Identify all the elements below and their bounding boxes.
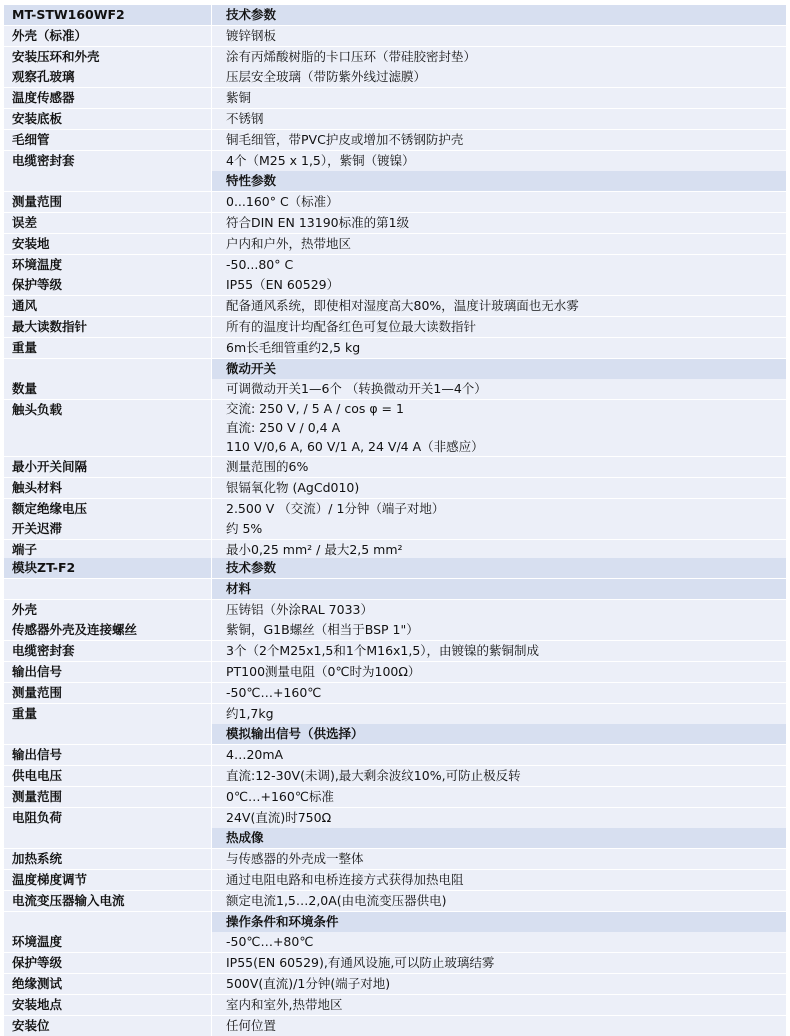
- table-row: [4, 932, 786, 952]
- row-value: 0℃…+160℃标准: [212, 787, 786, 807]
- row-value: 测量范围的6%: [212, 457, 786, 477]
- table-row: [4, 641, 786, 661]
- row-label: [4, 579, 211, 599]
- row-label: [4, 912, 211, 932]
- row-label: 观察孔玻璃: [4, 67, 211, 87]
- table-row: [4, 974, 786, 994]
- row-value: 额定电流1,5…2,0A(由电流变压器供电): [212, 891, 786, 911]
- row-label: 安装地点: [4, 995, 211, 1015]
- spec-table-module-zt-f2: [4, 558, 786, 1036]
- row-value: 直流:12-30V(未调),最大剩余波纹10%,可防止极反转: [212, 766, 786, 786]
- row-label: 供电电压: [4, 766, 211, 786]
- table-row: [4, 151, 786, 171]
- row-label: 电阻负荷: [4, 808, 211, 828]
- row-label: 输出信号: [4, 745, 211, 765]
- table-row: [4, 499, 786, 519]
- table-row: [4, 849, 786, 869]
- row-value: 微动开关: [212, 359, 786, 379]
- row-label: 安装压环和外壳: [4, 47, 211, 67]
- row-value-line: 110 V/0,6 A, 60 V/1 A, 24 V/4 A（非感应）: [226, 438, 484, 454]
- table-row: [4, 478, 786, 498]
- row-value: 压铸铝（外涂RAL 7033）: [212, 600, 786, 620]
- row-value: 与传感器的外壳成一整体: [212, 849, 786, 869]
- table-row: [4, 808, 786, 828]
- row-value-line: 交流: 250 V, / 5 A / cos φ = 1: [226, 401, 404, 417]
- row-label: 通风: [4, 296, 211, 316]
- row-value-line: 直流: 250 V / 0,4 A: [226, 419, 341, 435]
- row-value: 配备通风系统，即使相对湿度高大80%，温度计玻璃面也无水雾: [212, 296, 786, 316]
- row-value: 约 5%: [212, 519, 786, 539]
- row-value: 室内和室外,热带地区: [212, 995, 786, 1015]
- section-header-row: [4, 828, 786, 848]
- row-label: 外壳（标准）: [4, 26, 211, 46]
- row-value: 操作条件和环境条件: [212, 912, 786, 932]
- row-label: 模块ZT-F2: [4, 558, 211, 578]
- row-value: 不锈钢: [212, 109, 786, 129]
- table-row: [4, 704, 786, 724]
- row-label: [4, 828, 211, 848]
- row-value: 紫铜，G1B螺丝（相当于BSP 1"）: [212, 620, 786, 640]
- table-row: [4, 67, 786, 87]
- table-row: [4, 600, 786, 620]
- row-label: 开关迟滞: [4, 519, 211, 539]
- row-value: 符合DIN EN 13190标准的第1级: [212, 213, 786, 233]
- row-label: 触头负载: [4, 400, 211, 456]
- row-label: 端子: [4, 540, 211, 560]
- row-value: 镀锌钢板: [212, 26, 786, 46]
- row-label: 温度梯度调节: [4, 870, 211, 890]
- table-row: [4, 457, 786, 477]
- row-value: 最小0,25 mm² / 最大2,5 mm²: [212, 540, 786, 560]
- row-value: 模拟输出信号（供选择）: [212, 724, 786, 744]
- row-value: 0...160° C（标准）: [212, 192, 786, 212]
- table-row: [4, 88, 786, 108]
- table-row: [4, 213, 786, 233]
- row-value: 6m长毛细管重约2,5 kg: [212, 338, 786, 358]
- row-label: [4, 171, 211, 191]
- row-value: 特性参数: [212, 171, 786, 191]
- row-label: 环境温度: [4, 255, 211, 275]
- row-label: 测量范围: [4, 787, 211, 807]
- row-value: [212, 400, 786, 456]
- table-row: [4, 296, 786, 316]
- row-label: [4, 724, 211, 744]
- table-row: [4, 400, 786, 456]
- row-value: 任何位置: [212, 1016, 786, 1036]
- row-label: 测量范围: [4, 683, 211, 703]
- row-label: 电流变压器输入电流: [4, 891, 211, 911]
- row-value: 压层安全玻璃（带防紫外线过滤膜）: [212, 67, 786, 87]
- table-row: [4, 130, 786, 150]
- row-value: -50...80° C: [212, 255, 786, 275]
- row-value: 24V(直流)时750Ω: [212, 808, 786, 828]
- row-value: 3个（2个M25x1,5和1个M16x1,5），由镀镍的紫铜制成: [212, 641, 786, 661]
- section-header-row: [4, 912, 786, 932]
- row-label: 最大读数指针: [4, 317, 211, 337]
- row-label: 测量范围: [4, 192, 211, 212]
- row-value: 铜毛细管，带PVC护皮或增加不锈钢防护壳: [212, 130, 786, 150]
- row-label: 数量: [4, 379, 211, 399]
- section-header-row: [4, 724, 786, 744]
- table-row: [4, 683, 786, 703]
- row-label: 传感器外壳及连接螺丝: [4, 620, 211, 640]
- table-row: [4, 1016, 786, 1036]
- table-row: [4, 519, 786, 539]
- table-row: [4, 234, 786, 254]
- table-row: [4, 620, 786, 640]
- row-label: 电缆密封套: [4, 151, 211, 171]
- row-label: 最小开关间隔: [4, 457, 211, 477]
- row-value: -50℃…+160℃: [212, 683, 786, 703]
- row-value: 500V(直流)/1分钟(端子对地): [212, 974, 786, 994]
- section-header-row: [4, 579, 786, 599]
- row-value: IP55（EN 60529）: [212, 275, 786, 295]
- row-value: 4个（M25 x 1,5），紫铜（镀镍）: [212, 151, 786, 171]
- table-row: [4, 192, 786, 212]
- row-label: 重量: [4, 338, 211, 358]
- table-row: [4, 745, 786, 765]
- table-row: [4, 995, 786, 1015]
- row-value: 4…20mA: [212, 745, 786, 765]
- table-row: [4, 255, 786, 275]
- table-header-row: [4, 558, 786, 578]
- row-label: 安装位: [4, 1016, 211, 1036]
- row-label: 毛细管: [4, 130, 211, 150]
- row-label: 外壳: [4, 600, 211, 620]
- row-label: 电缆密封套: [4, 641, 211, 661]
- row-label: 额定绝缘电压: [4, 499, 211, 519]
- table-row: [4, 47, 786, 67]
- row-value: 技术参数: [212, 558, 786, 578]
- row-value: 技术参数: [212, 5, 786, 25]
- row-value: 紫铜: [212, 88, 786, 108]
- table-row: [4, 766, 786, 786]
- table-row: [4, 662, 786, 682]
- table-row: [4, 787, 786, 807]
- row-label: MT-STW160WF2: [4, 5, 211, 25]
- row-label: [4, 359, 211, 379]
- row-label: 加热系统: [4, 849, 211, 869]
- row-value: 可调微动开关1—6个 （转换微动开关1—4个）: [212, 379, 786, 399]
- row-value: 涂有丙烯酸树脂的卡口压环（带硅胶密封垫）: [212, 47, 786, 67]
- row-value: 所有的温度计均配备红色可复位最大读数指针: [212, 317, 786, 337]
- table-row: [4, 317, 786, 337]
- row-label: 误差: [4, 213, 211, 233]
- row-value: 材料: [212, 579, 786, 599]
- row-value: 银镉氧化物 (AgCd010): [212, 478, 786, 498]
- row-value: 户内和户外，热带地区: [212, 234, 786, 254]
- table-header-row: [4, 5, 786, 25]
- spec-table-mt-stw160wf2: [4, 5, 786, 561]
- table-row: [4, 109, 786, 129]
- table-row: [4, 338, 786, 358]
- row-label: 环境温度: [4, 932, 211, 952]
- row-value: 热成像: [212, 828, 786, 848]
- table-row: [4, 379, 786, 399]
- section-header-row: [4, 171, 786, 191]
- row-value: IP55(EN 60529),有通风设施,可以防止玻璃结雾: [212, 953, 786, 973]
- row-label: 温度传感器: [4, 88, 211, 108]
- row-label: 绝缘测试: [4, 974, 211, 994]
- section-header-row: [4, 359, 786, 379]
- row-label: 保护等级: [4, 953, 211, 973]
- row-label: 重量: [4, 704, 211, 724]
- table-row: [4, 870, 786, 890]
- row-value: PT100测量电阻（0℃时为100Ω）: [212, 662, 786, 682]
- row-value: -50℃…+80℃: [212, 932, 786, 952]
- table-row: [4, 275, 786, 295]
- row-label: 安装底板: [4, 109, 211, 129]
- table-row: [4, 953, 786, 973]
- row-label: 保护等级: [4, 275, 211, 295]
- table-row: [4, 891, 786, 911]
- row-value: 通过电阻电路和电桥连接方式获得加热电阻: [212, 870, 786, 890]
- row-label: 输出信号: [4, 662, 211, 682]
- row-label: 安装地: [4, 234, 211, 254]
- table-row: [4, 26, 786, 46]
- row-label: 触头材料: [4, 478, 211, 498]
- row-value: 2.500 V （交流）/ 1分钟（端子对地）: [212, 499, 786, 519]
- row-value: 约1,7kg: [212, 704, 786, 724]
